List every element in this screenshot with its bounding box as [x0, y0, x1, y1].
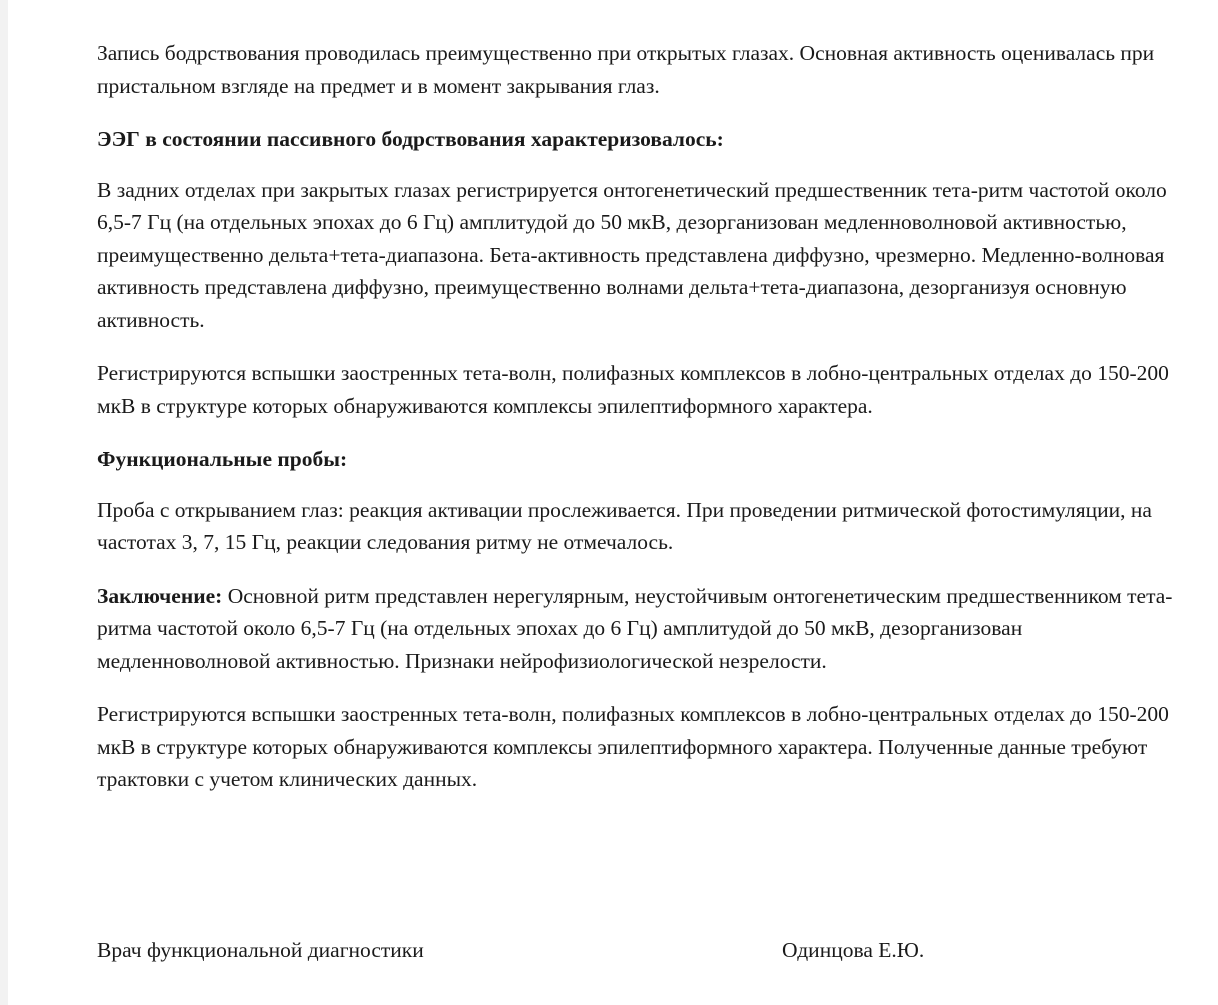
paragraph-recording-conditions: Запись бодрствования проводилась преимущественно при открытых глазах. Основная активность оценивалась при пристальном взгляде на предмет и в момент закрывания глаз.	[97, 41, 1155, 98]
signature-role: Врач функциональной диагностики	[97, 938, 424, 962]
conclusion-label: Заключение:	[97, 583, 223, 608]
paragraph-conclusion	[97, 580, 1197, 678]
heading-functional-tests: Функциональные пробы:	[97, 447, 348, 471]
signature-name: Одинцова Е.Ю.	[782, 938, 925, 962]
conclusion-text: Основной ритм представлен нерегулярным, неустойчивым онтогенетическим предшественником тета-ритма частотой около 6,5-7 Гц (на отдельных эпохах до 6 Гц) амплитудой до 50 мкВ, дезорганизован медленноволновой активностью. Признаки нейрофизиологической незрелости.	[97, 583, 1173, 673]
paragraph-final-remarks: Регистрируются вспышки заостренных тета-волн, полифазных комплексов в лобно-центральных отделах до 150-200 мкВ в структуре которых обнаруживаются комплексы эпилептиформного характера. Полученные данные требуют трактовки с учетом клинических данных.	[97, 702, 1169, 791]
paragraph-functional-tests: Проба с открыванием глаз: реакция активации прослеживается. При проведении ритмической фотостимуляции, на частотах 3, 7, 15 Гц, реакции следования ритму не отмечалось.	[97, 497, 1152, 554]
paragraph-theta-bursts: Регистрируются вспышки заостренных тета-волн, полифазных комплексов в лобно-центральных отделах до 150-200 мкВ в структуре которых обнаруживаются комплексы эпилептиформного характера.	[97, 361, 1169, 418]
heading-passive-wakefulness: ЭЭГ в состоянии пассивного бодрствования характеризовалось:	[97, 127, 724, 151]
signature-block	[97, 934, 1197, 967]
paragraph-posterior-rhythm: В задних отделах при закрытых глазах регистрируется онтогенетический предшественник тета-ритм частотой около 6,5-7 Гц (на отдельных эпохах до 6 Гц) амплитудой до 50 мкВ, дезорганизован медленноволновой активностью, преимущественно дельта+тета-диапазона. Бета-активность представлена диффузно, чрезмерно. Медленно-волновая активность представлена диффузно, преимущественно волнами дельта+тета-диапазона, дезорганизуя основную активность.	[97, 177, 1167, 332]
document-body	[97, 37, 1197, 817]
